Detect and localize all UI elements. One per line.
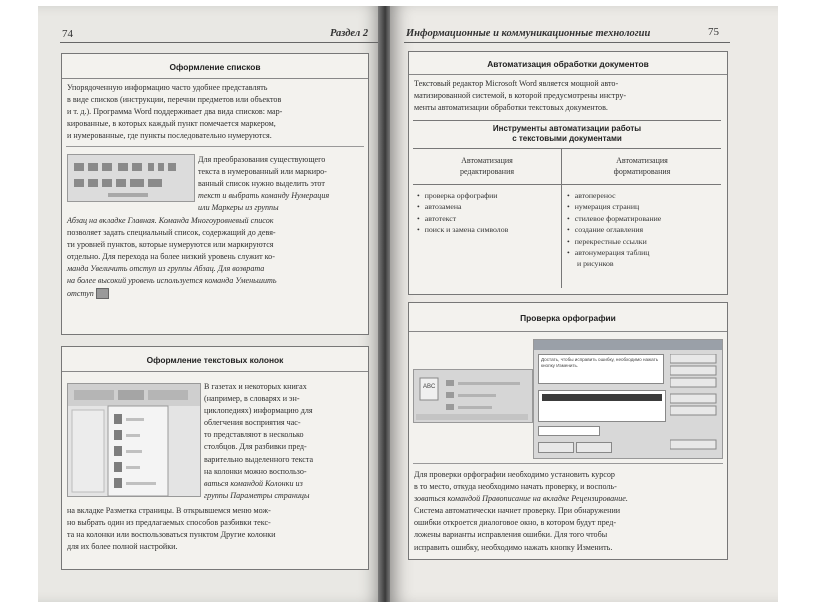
dialog-title-bar bbox=[534, 340, 722, 350]
text-line: Система автоматически начнет проверку. При обнаружении bbox=[414, 506, 621, 516]
text-line: на вкладке Разметка страницы. В открывшемся меню мож- bbox=[67, 506, 271, 515]
dialog-buttons-icon bbox=[670, 354, 718, 454]
text-line: кированные, в которых каждый пункт помечается маркером, bbox=[67, 119, 276, 129]
text-line: ошибки откроется диалоговое окно, в котором будут пред- bbox=[414, 518, 617, 528]
text-line: текст и выбрать команду Нумерация bbox=[198, 191, 330, 201]
lists-body-right bbox=[198, 154, 364, 214]
text-line: ванный список нужно выделить этот bbox=[198, 179, 325, 189]
lists-body-full bbox=[67, 215, 365, 300]
text-line: Абзац на вкладке Главная. Команда Многоуровневый список bbox=[67, 216, 274, 225]
columns-body-full bbox=[67, 505, 365, 553]
table-rule bbox=[413, 148, 721, 149]
text-line: отдельно. Для перехода на более низкий уровень служит ко- bbox=[67, 252, 275, 262]
table-top-rule bbox=[413, 120, 721, 121]
selected-suggestion[interactable] bbox=[542, 394, 662, 401]
text-line: циклопедиях) информацию для bbox=[204, 406, 313, 416]
lists-box-title: Оформление списков bbox=[169, 62, 261, 72]
page-number-left: 74 bbox=[62, 28, 73, 40]
text-line: Инструменты автоматизации работы bbox=[492, 124, 642, 133]
box-divider bbox=[409, 331, 727, 332]
lists-box bbox=[61, 53, 369, 335]
automation-box-title: Автоматизация обработки документов bbox=[487, 59, 649, 69]
list-item: • проверка орфографии bbox=[417, 190, 561, 201]
dialog-params-button[interactable] bbox=[538, 442, 574, 453]
text-line: Для проверки орфографии необходимо установить курсор bbox=[414, 470, 615, 479]
text-line: Текстовый редактор Microsoft Word является мощной авто- bbox=[414, 79, 619, 88]
table-rule bbox=[413, 184, 721, 185]
list-item: • перекрестные ссылки bbox=[567, 236, 721, 247]
lists-intro bbox=[67, 82, 365, 142]
spelling-box-title: Проверка орфографии bbox=[520, 313, 616, 323]
text-line: текста в нумерованный или маркиро- bbox=[198, 167, 327, 177]
dialog-language-select[interactable] bbox=[538, 426, 600, 436]
text-line: позволяет задать специальный список, содержащий до девя- bbox=[67, 228, 276, 238]
text-line: Автоматизация bbox=[461, 156, 513, 165]
table-title bbox=[413, 124, 721, 144]
text-line: варительно выделенного текста bbox=[204, 454, 314, 464]
text-line: менты автоматизации обработки текстовых документов. bbox=[414, 103, 608, 113]
text-line: в то место, откуда необходимо начать проверку, и восполь- bbox=[414, 482, 617, 492]
running-head-left: Раздел 2 bbox=[330, 28, 369, 39]
text-line: Автоматизация bbox=[616, 156, 668, 165]
text-line: зоваться командой Правописание на вкладке Рецензирование. bbox=[414, 494, 628, 504]
right-page bbox=[390, 6, 778, 602]
list-item: • поиск и замена символов bbox=[417, 224, 561, 235]
list-item: • автотекст bbox=[417, 213, 561, 224]
list-item-continuation: и рисунков bbox=[577, 259, 614, 269]
text-line: форматирования bbox=[613, 166, 671, 176]
box-divider bbox=[62, 371, 368, 372]
box-divider bbox=[62, 78, 368, 79]
col1-header bbox=[417, 156, 557, 177]
text-line: облегчения восприятия час- bbox=[204, 418, 301, 428]
text-line: исправить ошибку, необходимо нажать кнопку Изменить. bbox=[414, 542, 613, 552]
text-line: с текстовыми документами bbox=[512, 134, 622, 143]
text-line: ваться командой Колонки из bbox=[204, 478, 303, 488]
columns-box bbox=[61, 346, 369, 570]
list-item: • нумерация страниц bbox=[567, 201, 721, 212]
text-line: и нумерованные, где пункты последовательно нумеруются. bbox=[67, 131, 272, 141]
review-ribbon-screenshot bbox=[413, 369, 533, 423]
left-page bbox=[38, 6, 382, 602]
ribbon-paragraph-screenshot bbox=[67, 154, 195, 202]
list-item: • автозамена bbox=[417, 201, 561, 212]
automation-intro bbox=[414, 78, 724, 114]
columns-menu-icon bbox=[68, 384, 200, 496]
spelling-dialog-screenshot bbox=[533, 339, 723, 459]
box-divider bbox=[66, 146, 364, 147]
table-column-divider bbox=[561, 148, 562, 288]
text-line: ти уровней пунктов, которые нумеруются или маркируются bbox=[67, 240, 274, 250]
list-item: • автонумерация таблиц bbox=[567, 247, 721, 258]
text-line: (например, в словарях и эн- bbox=[204, 394, 300, 404]
box-divider bbox=[409, 74, 727, 75]
text-line: редактирования bbox=[459, 166, 515, 176]
columns-body-right bbox=[204, 381, 364, 502]
columns-menu-screenshot bbox=[67, 383, 201, 497]
svg-text:ABC: ABC bbox=[423, 384, 436, 390]
spelling-ribbon-icon bbox=[414, 370, 532, 422]
col1-list bbox=[417, 190, 561, 236]
text-line: и т. д.). Программа Word поддерживает два вида списков: мар- bbox=[67, 107, 283, 117]
running-head-right: Информационные и коммуникационные технологии bbox=[406, 28, 651, 39]
text-line: манда Увеличить отступ из группы Абзац. Для возврата bbox=[67, 264, 265, 274]
text-line: для их более полной настройки. bbox=[67, 542, 178, 552]
columns-box-title: Оформление текстовых колонок bbox=[146, 355, 284, 365]
book-spread bbox=[38, 6, 778, 602]
text-line: В газетах и некоторых книгах bbox=[204, 382, 307, 391]
box-divider bbox=[413, 463, 723, 464]
header-rule bbox=[404, 42, 730, 43]
text-line: группы Параметры страницы bbox=[204, 490, 310, 500]
text-line: на более высокий уровень используется команда Уменьшить bbox=[67, 276, 277, 286]
text-line: матизированной системой, в которой предусмотрены инстру- bbox=[414, 91, 627, 101]
text-line: на колонки можно воспользо- bbox=[204, 466, 307, 476]
text-line: в виде списков (инструкции, перечни предметов или объектов bbox=[67, 95, 282, 105]
list-item: • стилевое форматирование bbox=[567, 213, 721, 224]
text-line: та на колонки или воспользоваться пунктом Другие колонки bbox=[67, 530, 276, 540]
col2-list bbox=[567, 190, 721, 270]
text-line: Упорядоченную информацию часто удобнее представлять bbox=[67, 83, 268, 92]
list-item: • автоперенос bbox=[567, 190, 721, 201]
spelling-body bbox=[414, 469, 724, 554]
page-number-right: 75 bbox=[708, 26, 719, 38]
decrease-indent-icon bbox=[96, 288, 109, 299]
header-rule bbox=[60, 42, 378, 43]
col2-header bbox=[567, 156, 717, 177]
text-line: Для преобразования существующего bbox=[198, 155, 326, 164]
dialog-suggestions-list[interactable] bbox=[538, 390, 666, 422]
list-item: • создание оглавления bbox=[567, 224, 721, 235]
text-line: ложены варианты исправления ошибки. Для того чтобы bbox=[414, 530, 608, 540]
text-line: или Маркеры из группы bbox=[198, 203, 279, 213]
text-line: отступ bbox=[67, 288, 94, 298]
spelling-box bbox=[408, 302, 728, 560]
text-line: столбцов. Для разбивки пред- bbox=[204, 442, 307, 452]
text-line: но выбрать один из предлагаемых способов разбивки текс- bbox=[67, 518, 271, 528]
automation-box bbox=[408, 51, 728, 295]
dialog-text-area[interactable]: Достать, чтобы исправить ошибку, необходимо нажать кнопку Изменить. bbox=[538, 354, 664, 384]
list-buttons-icon bbox=[68, 155, 194, 201]
dialog-undo-button[interactable] bbox=[576, 442, 612, 453]
text-line: то представляют в несколько bbox=[204, 430, 304, 440]
